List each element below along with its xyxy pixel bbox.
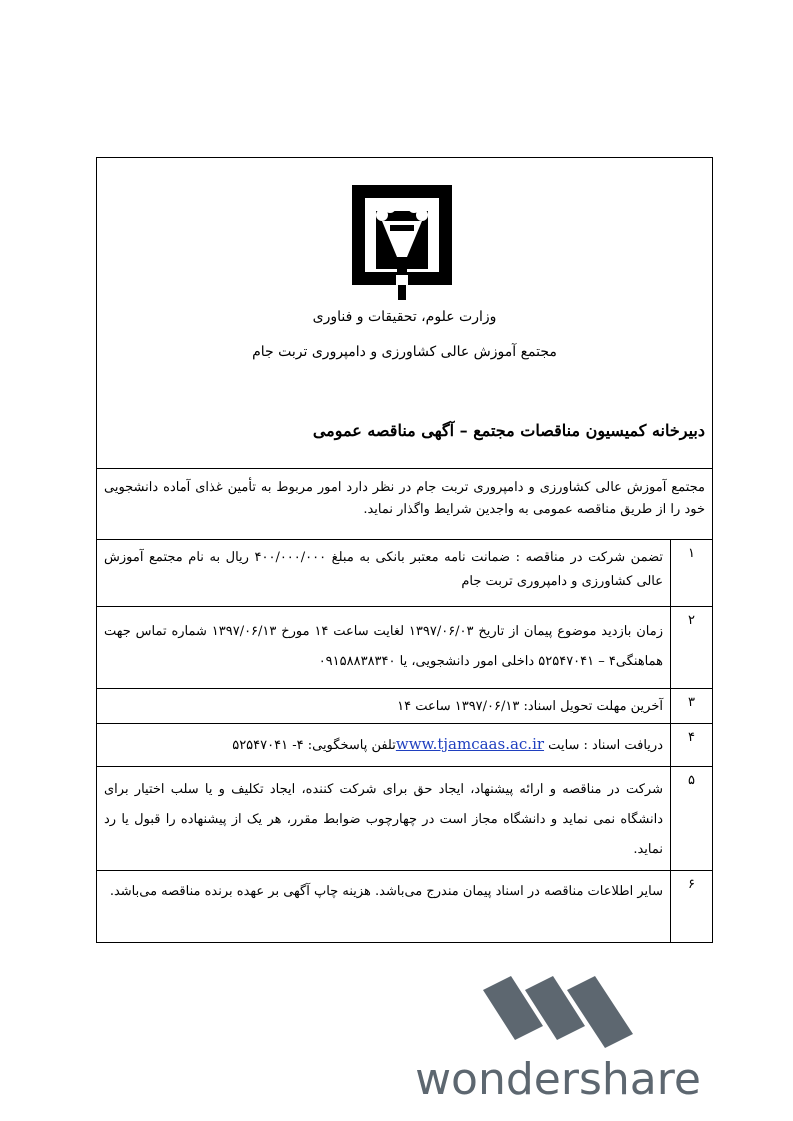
- row-text-before: دریافت اسناد : سایت: [544, 738, 663, 753]
- page-title: دبیرخانه کمیسیون مناقصات مجتمع – آگهی مناقصه عمومی: [312, 421, 705, 440]
- row-number: ۴: [670, 724, 712, 766]
- ministry-name: وزارت علوم، تحقیقات و فناوری: [312, 309, 497, 325]
- table-row: [97, 724, 712, 767]
- row-text-after: تلفن پاسخگویی: ۴- ۵۲۵۴۷۰۴۱: [232, 738, 396, 753]
- notice-table: [96, 157, 713, 943]
- row-number: ۵: [670, 767, 712, 870]
- row-text: سایر اطلاعات مناقصه در اسناد پیمان مندرج می‌باشد. هزینه چاپ آگهی بر عهده برنده مناقصه می‌باشد.: [109, 884, 663, 899]
- table-row: [97, 540, 712, 607]
- header-cell: [97, 158, 712, 469]
- table-row: [97, 689, 712, 724]
- row-number: ۲: [670, 607, 712, 688]
- table-row: [97, 767, 712, 871]
- website-link[interactable]: www.tjamcaas.ac.ir: [395, 735, 545, 753]
- row-number: ۳: [670, 689, 712, 723]
- wondershare-watermark: [388, 976, 728, 1106]
- row-text: زمان بازدید موضوع پیمان از تاریخ ۱۳۹۷/۰۶/۰۳ لغایت ساعت ۱۴ مورخ ۱۳۹۷/۰۶/۱۳ شماره تماس جهت هماهنگی۴ – ۵۲۵۴۷۰۴۱ داخلی امور دانشجویی، یا ۰۹۱۵۸۸۳۸۳۴۰: [104, 624, 663, 669]
- row-number: ۱: [670, 540, 712, 606]
- table-row: [97, 607, 712, 689]
- row-text: شرکت در مناقصه و ارائه پیشنهاد، ایجاد حق برای شرکت کننده، ایجاد تکلیف و یا سلب اختیار برای دانشگاه نمی نماید و دانشگاه مجاز است در چهارچوب ضوابط مقرر، هر یک از پیشنهاده را قبول یا رد نماید.: [104, 782, 663, 857]
- row-text: [104, 732, 663, 758]
- intro-text: مجتمع آموزش عالی کشاورزی و دامپروری تربت جام در نظر دارد امور مربوط به تأمین غذای آماده دانشجویی خود را از طریق مناقصه عمومی به واجدین شرایط واگذار نماید.: [104, 480, 705, 517]
- wondershare-wordmark: wondershare: [415, 1054, 701, 1105]
- college-name: مجتمع آموزش عالی کشاورزی و دامپروری تربت جام: [252, 344, 557, 360]
- row-text: تضمن شرکت در مناقصه : ضمانت نامه معتبر بانکی به مبلغ ۴۰۰/۰۰۰/۰۰۰ ریال به نام مجتمع آموزش عالی کشاورزی و دامپروری تربت جام: [104, 550, 663, 589]
- row-number: ۶: [670, 871, 712, 942]
- intro-cell: [97, 469, 712, 540]
- table-row: [97, 871, 712, 942]
- university-emblem-icon: [352, 185, 452, 300]
- row-text: آخرین مهلت تحویل اسناد: ۱۳۹۷/۰۶/۱۳ ساعت ۱۴: [397, 699, 663, 714]
- wondershare-logo-icon: [483, 976, 633, 1048]
